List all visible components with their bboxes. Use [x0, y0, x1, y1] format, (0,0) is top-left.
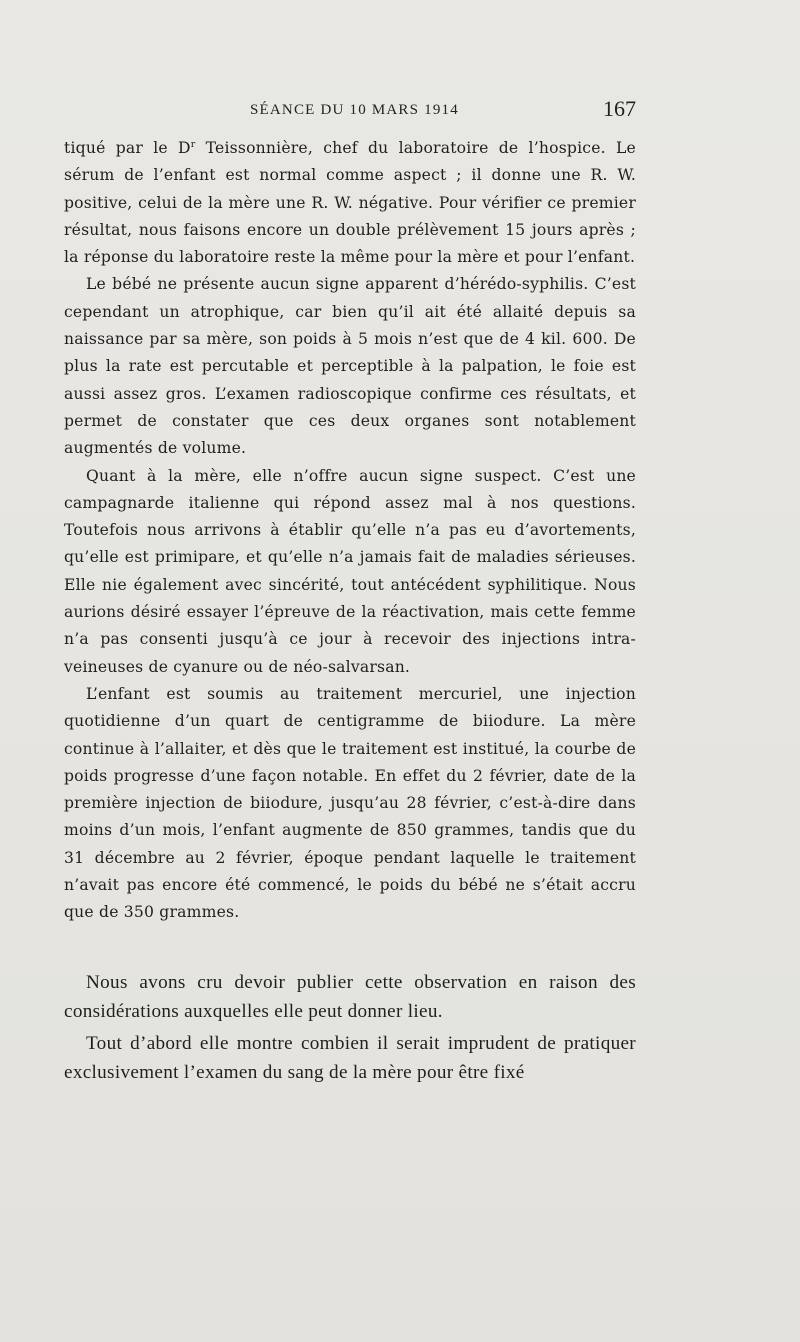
paragraph-3: Quant à la mère, elle n’offre aucun signe suspect. C’est une campagnarde italienne qui répond assez mal à nos questions. Toutefois nous arrivons à établir qu’elle n’a pas eu d’avortements, qu’elle est primipare, et qu’elle n’a jamais fait de maladies sérieuses. Elle nie également avec sincérité, tout antécédent syphilitique. Nous aurions désiré essayer l’épreuve de la réactivation, mais cette femme n’a pas consenti jusqu’à ce jour à recevoir des injections intra-veineuses de cyanure ou de néo-salvarsan.: [64, 466, 636, 676]
paragraph-1-start: tiqué par le D: [64, 139, 191, 157]
running-title: SÉANCE DU 10 MARS 1914: [250, 102, 459, 118]
observation-section: [64, 135, 636, 927]
page-header: [64, 96, 636, 126]
paragraph-2: Le bébé ne présente aucun signe apparent d’hérédo-syphilis. C’est cependant un atrophique, car bien qu’il ait été allaité depuis sa naissance par sa mère, son poids à 5 mois n’est que de 4 kil. 600. De plus la rate est percutable et perceptible à la palpation, le foie est aussi assez gros. L’examen radioscopique confirme ces résultats, et permet de constater que ces deux organes sont notablement augmentés de volume.: [64, 275, 636, 458]
paragraph-1-rest: Teissonnière, chef du laboratoire de l’hospice. Le sérum de l’enfant est normal comme aspect ; il donne une R. W. positive, celui de la mère une R. W. négative. Pour vérifier ce premier résultat, nous faisons encore un double prélèvement 15 jours après ; la réponse du laboratoire reste la même pour la mère et pour l’enfant.: [64, 139, 636, 267]
paragraph-6: Tout d’abord elle montre combien il serait imprudent de pratiquer exclusivement l’examen du sang de la mère pour être fixé: [64, 1033, 636, 1083]
paragraph-1: [64, 135, 636, 271]
doctor-abbrev-superscript: r: [190, 138, 196, 150]
paragraph-5: Nous avons cru devoir publier cette observation en raison des considérations auxquelles elle peut donner lieu.: [64, 972, 636, 1022]
discussion-section: [64, 968, 636, 1090]
paragraph-4: L’enfant est soumis au traitement mercuriel, une injection quotidienne d’un quart de centigramme de biiodure. La mère continue à l’allaiter, et dès que le traitement est institué, la courbe de poids progresse d’une façon notable. En effet du 2 février, date de la première injection de biiodure, jusqu’au 28 février, c’est-à-dire dans moins d’un mois, l’enfant augmente de 850 grammes, tandis que du 31 décembre au 2 février, époque pendant laquelle le traitement n’avait pas encore été commencé, le poids du bébé ne s’était accru que de 350 grammes.: [64, 684, 636, 922]
page-number: 167: [603, 96, 636, 121]
